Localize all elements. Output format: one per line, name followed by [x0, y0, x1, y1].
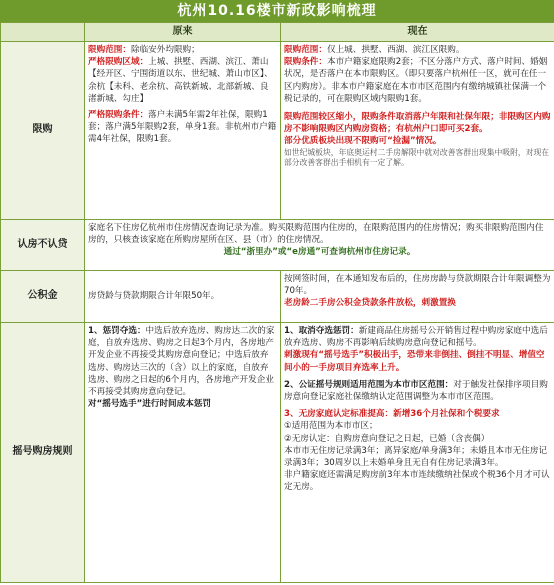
cell-before-purchase-limit: 限购范围：除临安外均限购； 严格限购区域：上城、拱墅、西湖、滨江、萧山【经开区、宁围街道以东、世纪城、萧山市区】、余杭【未科、老余杭、高铁新城、北部新城、良渚新城、勾庄】 严格限购条件：落户未满5年需2年社保，限购1套；落户满5年限购2套，单身1套。非杭州市户籍需4年社保，限购1套。	[85, 42, 281, 220]
row-label-house-not-loan: 认房不认贷	[1, 220, 85, 271]
header-before: 原来	[85, 23, 281, 42]
cell-before-provident-fund: 房贷龄与贷款期限合计年限50年。	[85, 271, 281, 323]
cell-house-not-loan: 家庭名下住房亿杭州市住房情况查询记录为准。购买限购范围内住房的，在限购范围内的住房情况；购买非限购范围内住房的，只核查该家庭在所购房屋所在区、县（市）的住房情况。 通过“浙里办”或“e房通”可查询杭州市住房记录。	[85, 220, 554, 271]
cell-before-lottery-rules: 1、惩罚夺选：中选后放弃选房、购房达二次的家庭，自放弃选房、购房之日起3个月内，各房地产开发企业不再接受其购房意向登记；中选后放弃选房、购房达三次的（含）以上的家庭，自放弃选房、购房之日起的6个月内，各房地产开发企业不再接受其购房意向登记。 对“摇号选手”进行时间成本惩罚	[85, 323, 281, 583]
row-label-purchase-limit: 限购	[1, 42, 85, 220]
header-now: 现在	[281, 23, 554, 42]
policy-table	[0, 22, 554, 583]
row-lottery-rules	[1, 323, 554, 583]
table-header-row	[1, 23, 554, 42]
row-label-lottery-rules: 摇号购房规则	[1, 323, 85, 583]
cell-now-purchase-limit: 限购范围：仅上城、拱墅、西湖、滨江区限购。 限购条件：本市户籍家庭限购2套；不区分落户方式、落户时间、婚姻状况，是否落户在本市限购区。（即只要落户杭州任一区，就可在任一区内购房）。非本市户籍家庭在本市市区范围内有缴纳城镇社保满一个税记录的，可在限购区域内限购1套。 限购范围较区缩小，限购条件取消落户年限和社保年限；非限购区内购房不影响限购区内购房资格；有杭州户口即可买2套。 部分优质板块出现不限购可“捡漏”情况。 如世纪城板块，年底奥运村二手房解限中就对改善客群出现集中吸附，对现在部分改善客群出手相机有一定了解。	[281, 42, 554, 220]
cell-now-provident-fund: 按网签时间，在本通知发布后的，住房房龄与贷款期限合计年限调整为70年。 老房龄二手房公积金贷款条件放松，刺激置换	[281, 271, 554, 323]
row-house-not-loan	[1, 220, 554, 271]
page-title: 杭州10.16楼市新政影响梳理	[0, 0, 554, 22]
cell-now-lottery-rules: 1、取消夺选惩罚：新建商品住房摇号公开销售过程中购房家庭中选后放弃选房、购房不再影响后续购房意向登记和摇号。 刺激现有“摇号选手”积极出手，恐带来非倒挂、倒挂不明显、增值空间小的一手房项目弃选率上升。 2、公证摇号规则适用范围为本市市区范围：对于触发社保排序项目购房意向登记家庭社保缴纳认定范围调整为本市市区范围。 3、无房家庭认定标准提高：新增36个月社保和个税要求 ①适用范围为本市市区； ②无房认定：自购房意向登记之日起，已婚（含丧偶） 本市市无住房记录满3年；离异家庭/单身满3年；未婚且本市无住房记录满3年；30周岁以上未婚单身且无自有住房记录满3年。 非户籍家庭还需满足购房前3年本市连续缴纳社保或个税36个月才可认定无房。	[281, 323, 554, 583]
header-empty	[1, 23, 85, 42]
row-label-provident-fund: 公积金	[1, 271, 85, 323]
row-purchase-limit	[1, 42, 554, 220]
row-provident-fund	[1, 271, 554, 323]
